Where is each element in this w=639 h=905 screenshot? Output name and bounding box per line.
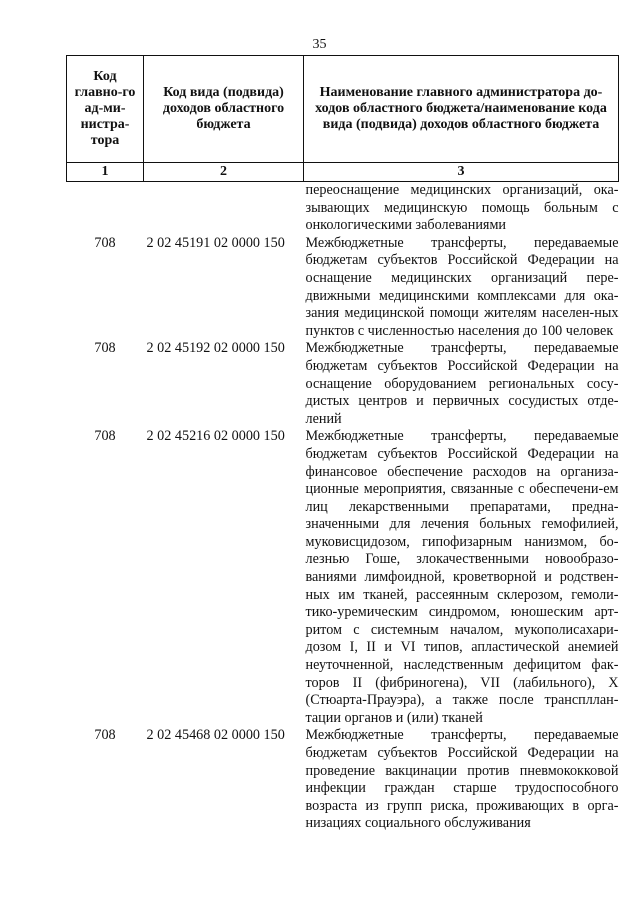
description-cell: Межбюджетные трансферты, передаваемые бюджетам субъектов Российской Федерации на проведение вакцинации против пневмококковой инфекции граждан старше трудоспособного возраста из групп риска, проживающих в орга-низациях социального обслуживания: [305, 727, 619, 832]
description-cell: Межбюджетные трансферты, передаваемые бюджетам субъектов Российской Федерации на финансовое обеспечение расходов на организа-ционные мероприятия, связанные с обеспечени-ем лиц лекарственными препаратами, предна-значенными для лечения больных гемофилией, муковисцидозом, гипофизарным нанизмом, бо-лезнью Гоше, злокачественными новообразо-ваниями лимфоидной, кроветворной и родствен-ных им тканей, рассеянным склерозом, гемоли-тико-уремическим синдромом, юношеским арт-ритом с системным началом, мукополисахари-дозом I, II и VI типов, апластической анемией неуточненной, наследственным дефицитом фак-торов II (фибриногена), VII (лабильного), X (Стюарта-Прауэра), а также после транспллан-тации органов и (или) тканей: [305, 428, 619, 726]
continuation-row: [67, 182, 619, 235]
continuation-text: переоснащение медицинских организаций, ока-зывающих медицинскую помощь больным с онкологическими заболеваниями: [305, 182, 619, 234]
description-cell: Межбюджетные трансферты, передаваемые бюджетам субъектов Российской Федерации на оснащение медицинских организаций пере-движными медицинскими комплексами для ока-зания медицинской помощи жителям населен-ных пунктов с численностью населения до 100 человек: [305, 234, 619, 339]
table-header-row: [67, 56, 619, 163]
column-number-2: 2: [144, 163, 304, 182]
header-name: Наименование главного администратора до-ходов областного бюджета/наименование кода вида (подвида) доходов областного бюджета: [304, 56, 619, 163]
table-row: [67, 428, 619, 727]
admin-code-cell: 708: [94, 428, 116, 445]
column-number-1: 1: [67, 163, 144, 182]
header-revenue-code: Код вида (подвида) доходов областного бюджета: [144, 56, 304, 163]
table-row: [67, 235, 619, 341]
revenue-code-cell: 2 02 45191 02 0000 150: [146, 234, 285, 251]
revenue-code-cell: 2 02 45216 02 0000 150: [146, 428, 285, 445]
column-number-row: [67, 163, 619, 182]
revenue-code-cell: 2 02 45468 02 0000 150: [146, 727, 285, 744]
admin-code-cell: 708: [94, 234, 116, 251]
page-number: 35: [312, 37, 327, 52]
description-cell: Межбюджетные трансферты, передаваемые бюджетам субъектов Российской Федерации на оснащение оборудованием региональных сосу-дистых центров и первичных сосудистых отде-лений: [305, 340, 619, 427]
table-row: [67, 727, 619, 833]
table-row: [67, 340, 619, 428]
revenue-code-cell: 2 02 45192 02 0000 150: [146, 340, 285, 357]
column-number-3: 3: [304, 163, 619, 182]
admin-code-cell: 708: [94, 340, 116, 357]
budget-table-wrapper: [66, 55, 618, 833]
budget-revenue-table: [66, 55, 619, 833]
admin-code-cell: 708: [94, 727, 116, 744]
header-admin-code: Код главно-го ад-ми-нистра-тора: [67, 56, 144, 163]
